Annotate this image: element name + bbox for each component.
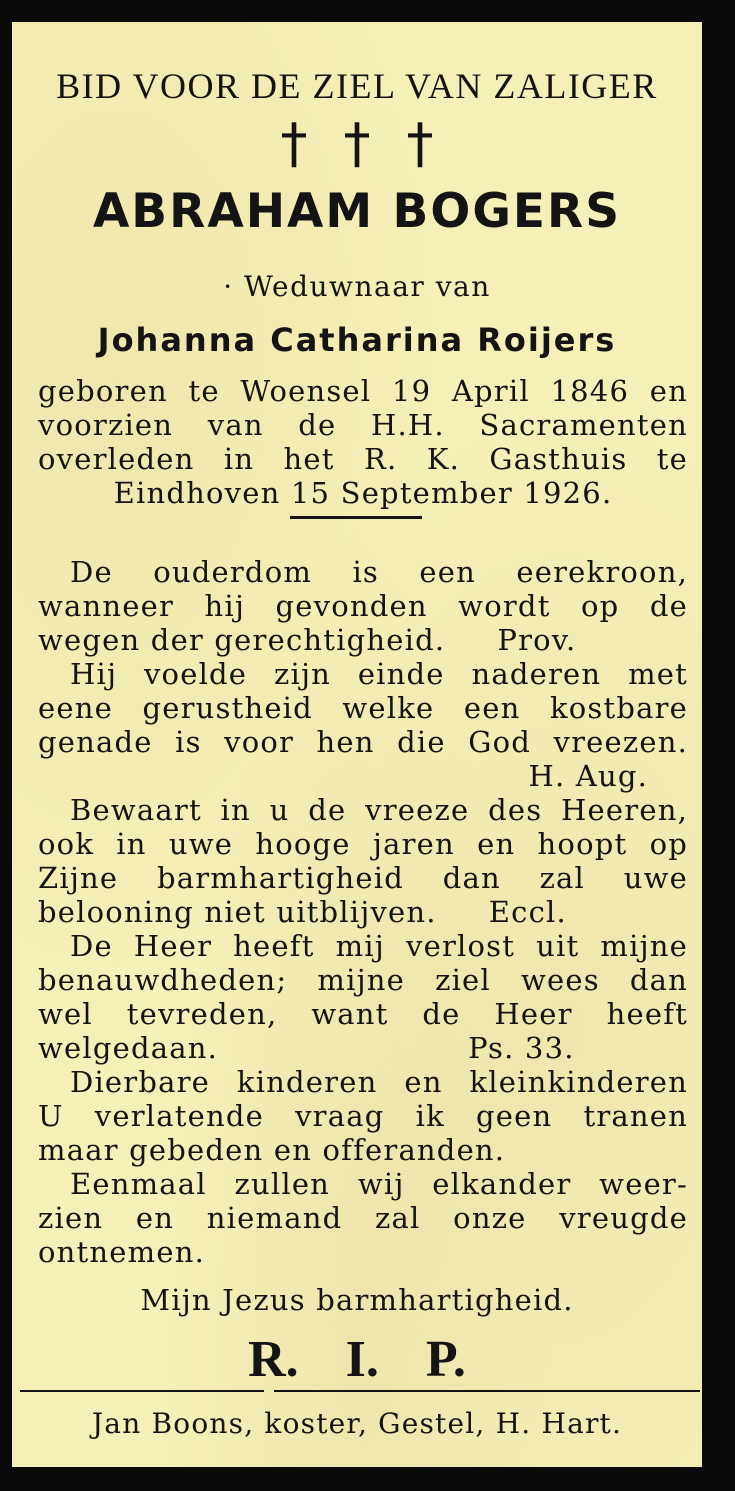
verse-line: benauwdheden; mijne ziel wees dan — [38, 963, 688, 997]
verse-line: Hij voelde zijn einde naderen met — [70, 657, 688, 691]
verse-line: belooning niet uitblijven. Eccl. — [38, 895, 567, 929]
verse-line: De ouderdom is een eerekroon, — [70, 555, 688, 589]
biography — [38, 374, 688, 510]
verse-line: zien en niemand zal onze vreugde — [38, 1201, 688, 1235]
closing-prayer: Mijn Jezus barmhartigheid. — [140, 1283, 574, 1317]
printer-credit: Jan Boons, koster, Gestel, H. Hart. — [91, 1407, 623, 1440]
bio-line: geboren te Woensel 19 April 1846 en — [38, 374, 688, 408]
divider — [274, 1390, 700, 1392]
verse-line: U verlatende vraag ik geen tranen — [38, 1099, 688, 1133]
verse-line: genade is voor hen die God vreezen. — [38, 725, 688, 759]
verse-line: H. Aug. — [528, 759, 648, 793]
rip-text: R. I. P. — [248, 1331, 466, 1388]
verse-line: wanneer hij gevonden wordt op de — [38, 589, 688, 623]
verse-line: eene gerustheid welke een kostbare — [38, 691, 688, 725]
verse-line: wel tevreden, want de Heer heeft — [38, 997, 688, 1031]
memorial-card — [12, 22, 702, 1467]
verse-line: Bewaart in u de vreeze des Heeren, — [70, 793, 688, 827]
verse-line: ontnemen. — [38, 1235, 205, 1269]
verse-line: welgedaan. Ps. 33. — [38, 1031, 575, 1065]
verse-line: Zijne barmhartigheid dan zal uwe — [38, 861, 688, 895]
deceased-name: ABRAHAM BOGERS — [92, 184, 622, 239]
cross-icon: † — [406, 112, 434, 175]
cross-icon: † — [343, 112, 371, 175]
divider — [290, 516, 422, 519]
verse-line: Dierbare kinderen en kleinkinderen — [70, 1065, 688, 1099]
verse-line: Eenmaal zullen wij elkander weer- — [70, 1167, 688, 1201]
prayer-header: BID VOOR DE ZIEL VAN ZALIGER — [56, 66, 658, 106]
verse-line: maar gebeden en offeranden. — [38, 1133, 506, 1167]
widower-label: · Weduwnaar van — [223, 270, 491, 303]
verse-line: De Heer heeft mij verlost uit mijne — [70, 929, 688, 963]
verse-line: ook in uwe hooge jaren en hoopt op — [38, 827, 688, 861]
crosses — [12, 114, 702, 174]
spouse-name: Johanna Catharina Roijers — [97, 321, 617, 359]
bio-line: overleden in het R. K. Gasthuis te — [38, 442, 688, 476]
divider — [20, 1390, 264, 1392]
bio-line: voorzien van de H.H. Sacramenten — [38, 408, 688, 442]
bio-line: Eindhoven 15 September 1926. — [113, 476, 613, 510]
cross-icon: † — [280, 112, 308, 175]
verses — [38, 555, 688, 1269]
verse-line: wegen der gerechtigheid. Prov. — [38, 623, 577, 657]
